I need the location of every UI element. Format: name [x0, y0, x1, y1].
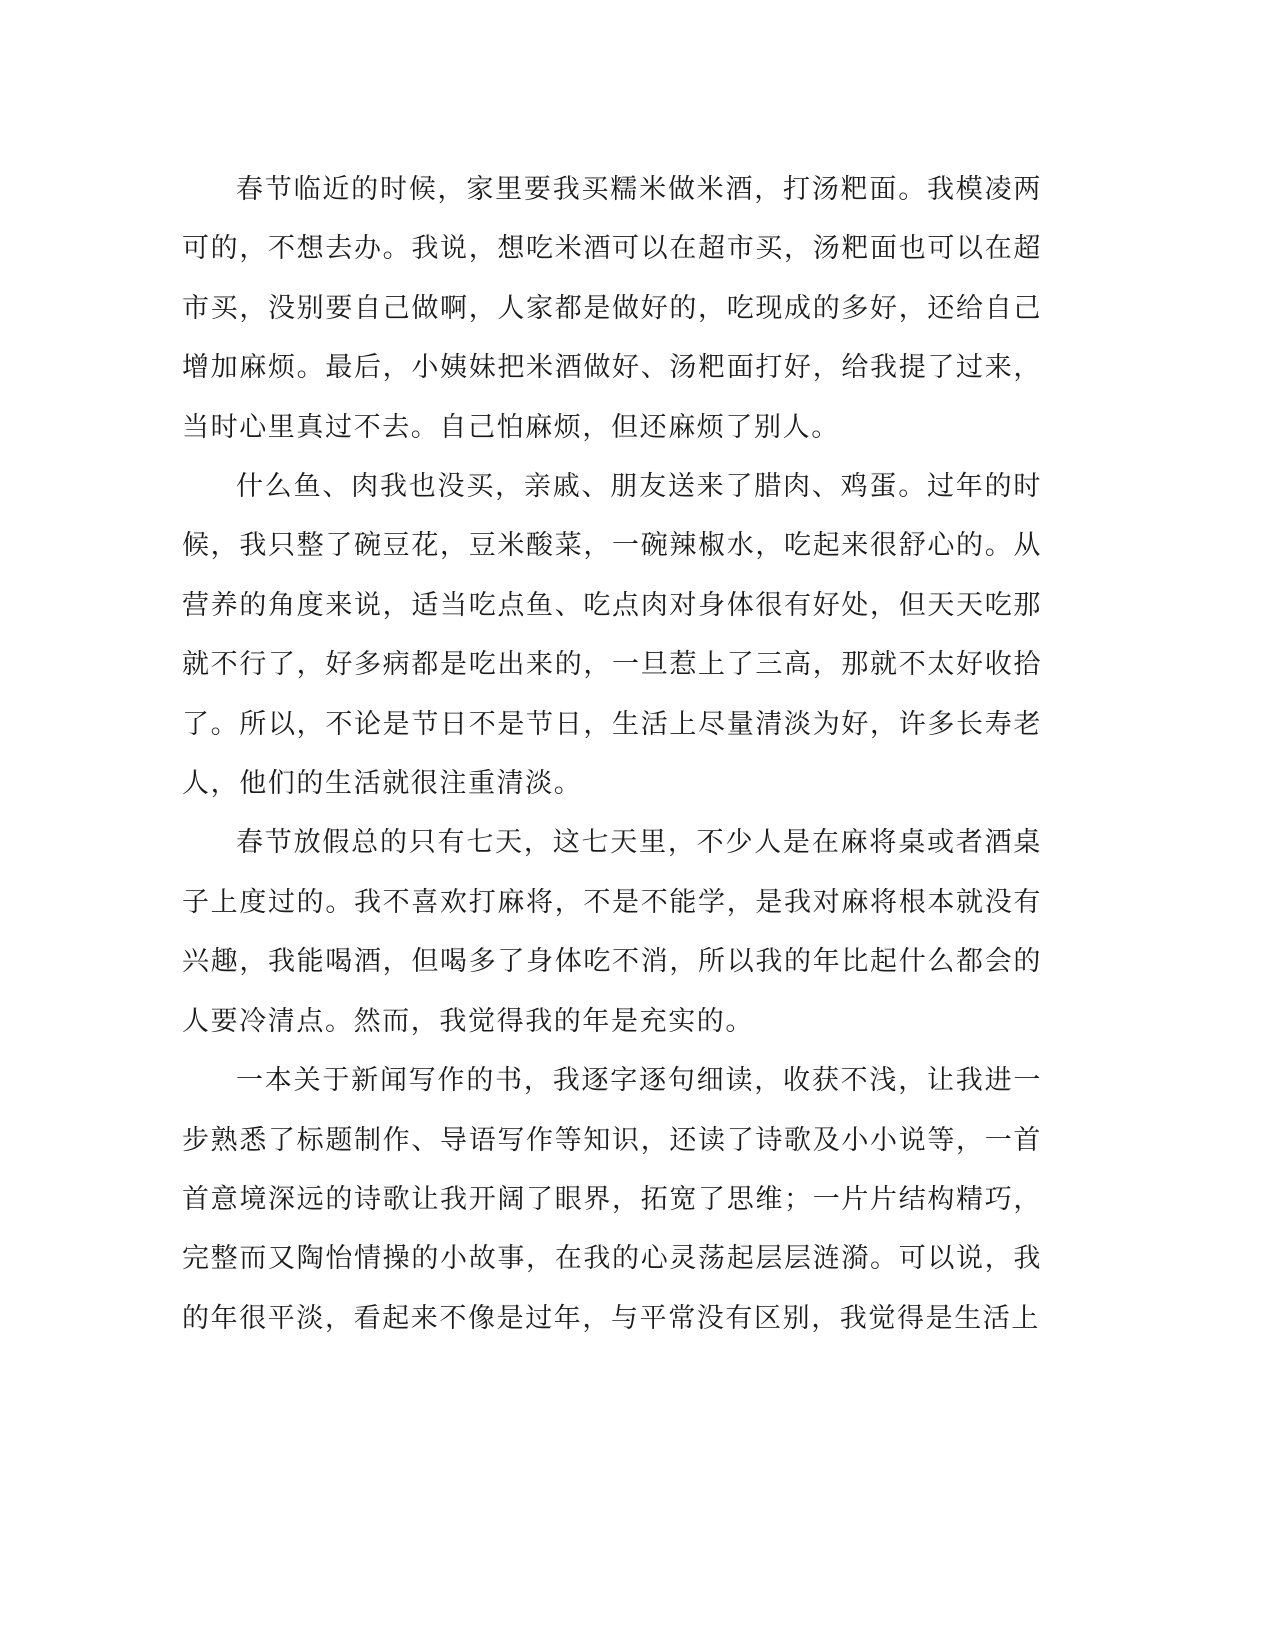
- body-text: [182, 160, 1042, 1348]
- paragraph-3: 春节放假总的只有七天，这七天里，不少人是在麻将桌或者酒桌子上度过的。我不喜欢打麻将，不是不能学，是我对麻将根本就没有兴趣，我能喝酒，但喝多了身体吃不消，所以我的年比起什么都会的人要冷清点。然而，我觉得我的年是充实的。: [182, 827, 1042, 1037]
- paragraph-4: 一本关于新闻写作的书，我逐字逐句细读，收获不浅，让我进一步熟悉了标题制作、导语写作等知识，还读了诗歌及小小说等，一首首意境深远的诗歌让我开阔了眼界，拓宽了思维；一片片结构精巧，完整而又陶怡情操的小故事，在我的心灵荡起层层涟漪。可以说，我的年很平淡，看起来不像是过年，与平常没有区别，我觉得是生活上: [182, 1065, 1042, 1334]
- paragraph-1: 春节临近的时候，家里要我买糯米做米酒，打汤粑面。我模凌两可的，不想去办。我说，想吃米酒可以在超市买，汤粑面也可以在超市买，没别要自己做啊，人家都是做好的，吃现成的多好，还给自己增加麻烦。最后，小姨妹把米酒做好、汤粑面打好，给我提了过来，当时心里真过不去。自己怕麻烦，但还麻烦了别人。: [182, 174, 1042, 443]
- paragraph-2: 什么鱼、肉我也没买，亲戚、朋友送来了腊肉、鸡蛋。过年的时候，我只整了碗豆花，豆米酸菜，一碗辣椒水，吃起来很舒心的。从营养的角度来说，适当吃点鱼、吃点肉对身体很有好处，但天天吃那就不行了，好多病都是吃出来的，一旦惹上了三高，那就不太好收拾了。所以，不论是节日不是节日，生活上尽量清淡为好，许多长寿老人，他们的生活就很注重清淡。: [182, 471, 1042, 800]
